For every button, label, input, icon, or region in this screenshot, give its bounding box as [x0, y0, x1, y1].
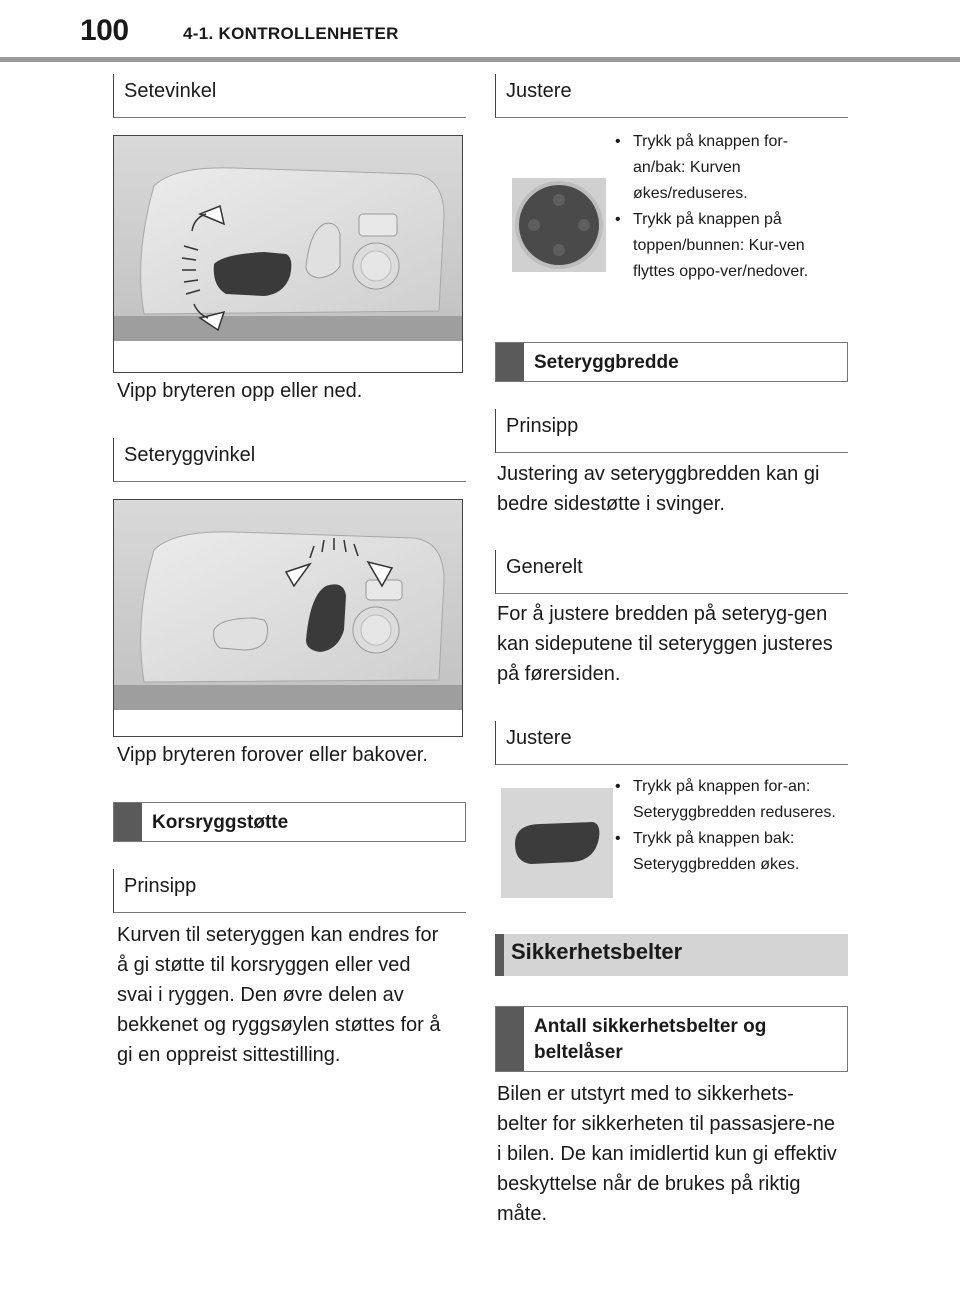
lumbar-button-figure: [512, 178, 606, 272]
backrest-tilt-figure: [113, 499, 463, 737]
header-rule: [0, 57, 960, 62]
antall-text: Bilen er utstyrt med to sikkerhets-belter for sikkerheten til passasjere-ne i bilen. De kan imidlertid kun gi effektiv beskyttelse når de brukes på riktig måte.: [497, 1083, 837, 1225]
section-heading-label: Prinsipp: [506, 415, 579, 437]
section-heading-prinsipp-right: [495, 409, 848, 453]
box-accent-bar: [495, 934, 504, 976]
box-title: Antall sikkerhetsbelter og beltelåser: [534, 1016, 767, 1063]
seat-control-illustration: [114, 136, 463, 373]
section-box-korsryggstotte: [113, 802, 466, 842]
box-accent-bar: [496, 343, 524, 381]
section-box-sikkerhetsbelter: [495, 934, 848, 976]
box-accent-bar: [114, 803, 142, 841]
seat-tilt-figure: [113, 135, 463, 373]
generelt-text: For å justere bredden på seteryg-gen kan sideputene til seteryggen justeres på førersiden.: [497, 603, 833, 685]
section-heading-justere-2: [495, 721, 848, 765]
section-heading-label: Seteryggvinkel: [124, 444, 256, 466]
setevinkel-text: Vipp bryteren opp eller ned.: [117, 380, 363, 402]
section-box-seteryggbredde: [495, 342, 848, 382]
section-heading-label: Justere: [506, 80, 572, 102]
chapter-title: 4-1. KONTROLLENHETER: [183, 24, 399, 43]
box-title: Seteryggbredde: [534, 352, 679, 373]
prinsipp-text: Justering av seteryggbredden kan gi bedre sidestøtte i svinger.: [497, 463, 820, 515]
justere-bullet-list-1: [613, 129, 838, 285]
korsrygg-text: Kurven til seteryggen kan endres for å gi støtte til korsryggen eller ved svai i ryggen. Den øvre delen av bekkenet og ryggsøylen støttes for å gi en oppreist sittestilling.: [117, 924, 441, 1066]
section-heading-justere-1: [495, 74, 848, 118]
bullet-item: • Trykk på knappen for-an: Seteryggbredden reduseres.: [613, 774, 853, 826]
section-heading-label: Justere: [506, 727, 572, 749]
section-heading-seteryggvinkel: [113, 438, 466, 482]
section-heading-label: Prinsipp: [124, 875, 197, 897]
box-title: Korsryggstøtte: [152, 812, 289, 833]
width-button-figure: [501, 788, 613, 898]
section-heading-label: Generelt: [506, 556, 583, 578]
seat-control-illustration: [114, 500, 463, 737]
page-number: 100: [80, 14, 129, 47]
four-way-button-illustration: [512, 178, 606, 272]
section-heading-label: Setevinkel: [124, 80, 217, 102]
seteryggvinkel-text: Vipp bryteren forover eller bakover.: [117, 744, 428, 766]
section-heading-generelt: [495, 550, 848, 594]
section-heading-setevinkel: [113, 74, 466, 118]
box-accent-bar: [496, 1007, 524, 1071]
bullet-item: • Trykk på knappen bak: Seteryggbredden økes.: [613, 826, 853, 878]
section-heading-prinsipp-left: [113, 869, 466, 913]
bullet-item: • Trykk på knappen for-an/bak: Kurven økes/reduseres.: [613, 129, 838, 207]
box-title: Sikkerhetsbelter: [511, 939, 683, 964]
side-bolster-button-illustration: [501, 788, 613, 898]
justere-bullet-list-2: [613, 774, 853, 878]
bullet-item: • Trykk på knappen på toppen/bunnen: Kur-ven flyttes oppo-ver/nedover.: [613, 207, 838, 285]
section-box-antall-sikkerhetsbelter: [495, 1006, 848, 1072]
